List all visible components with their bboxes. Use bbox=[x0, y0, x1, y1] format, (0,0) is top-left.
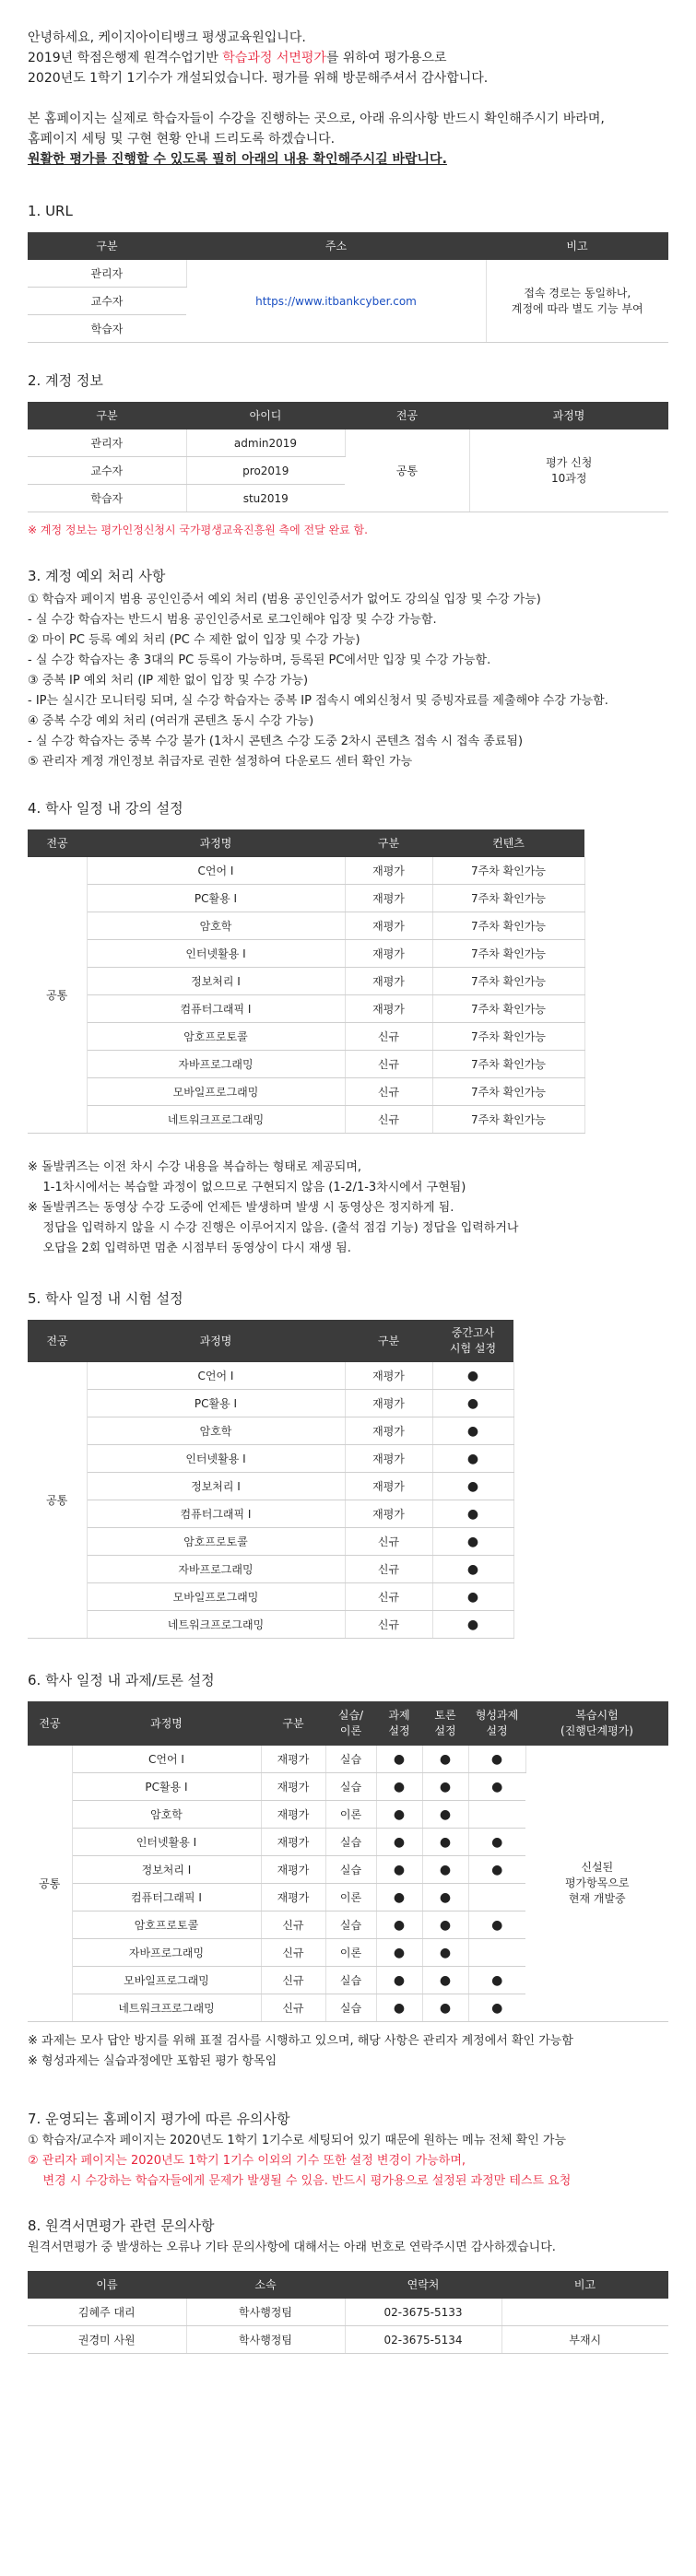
exam-type: 신규 bbox=[345, 1611, 432, 1639]
account-course: 평가 신청 10과정 bbox=[469, 429, 668, 512]
blank bbox=[584, 1023, 668, 1051]
assign-type: 신규 bbox=[261, 1967, 325, 1994]
account-id: pro2019 bbox=[186, 457, 345, 485]
assign-course: 자바프로그래밍 bbox=[72, 1939, 261, 1967]
lecture-type: 재평가 bbox=[345, 912, 432, 940]
contact-dept: 학사행정팀 bbox=[186, 2299, 345, 2326]
contact-col-dept: 소속 bbox=[186, 2271, 345, 2299]
contact-name: 김혜주 대리 bbox=[28, 2299, 186, 2326]
assign-course: 정보처리 I bbox=[72, 1856, 261, 1884]
assign-formative: ● bbox=[468, 1773, 525, 1801]
assign-task: ● bbox=[376, 1884, 422, 1911]
contact-note bbox=[501, 2299, 668, 2326]
assign-type: 신규 bbox=[261, 1911, 325, 1939]
url-table bbox=[28, 232, 668, 343]
intro-line4: 본 홈페이지는 실제로 학습자들이 수강을 진행하는 곳으로, 아래 유의사항 반드시 확인해주시기 바라며, bbox=[28, 112, 605, 126]
assign-practice: 이론 bbox=[325, 1939, 376, 1967]
intro-emphasis: 원활한 평가를 진행할 수 있도록 필히 아래의 내용 확인해주시길 바랍니다. bbox=[28, 152, 447, 167]
assign-task: ● bbox=[376, 1801, 422, 1829]
account-col-major: 전공 bbox=[345, 402, 469, 429]
assign-type: 재평가 bbox=[261, 1884, 325, 1911]
exception-line: ⑤ 관리자 계정 개인정보 취급자로 권한 설정하여 다운로드 센터 확인 가능 bbox=[28, 755, 413, 769]
blank bbox=[584, 1051, 668, 1078]
blank bbox=[513, 1362, 668, 1390]
lecture-course: C언어 I bbox=[87, 857, 345, 885]
assign-discussion: ● bbox=[422, 1994, 468, 2022]
contact-dept: 학사행정팀 bbox=[186, 2326, 345, 2354]
account-type: 교수자 bbox=[28, 457, 186, 485]
assign-task: ● bbox=[376, 1994, 422, 2022]
exception-line: ③ 중복 IP 예외 처리 (IP 제한 없이 입장 및 수강 가능) bbox=[28, 674, 309, 688]
assign-col-review: 복습시험 (진행단계평가) bbox=[525, 1701, 668, 1746]
lecture-type: 재평가 bbox=[345, 940, 432, 968]
assign-col-task: 과제 설정 bbox=[376, 1701, 422, 1746]
lecture-course: 암호학 bbox=[87, 912, 345, 940]
blank bbox=[513, 1556, 668, 1583]
lecture-course: 네트워크프로그래밍 bbox=[87, 1106, 345, 1134]
lecture-content: 7주차 확인가능 bbox=[432, 1078, 584, 1106]
assign-formative: ● bbox=[468, 1829, 525, 1856]
assign-formative bbox=[468, 1939, 525, 1967]
assign-course: 인터넷활용 I bbox=[72, 1829, 261, 1856]
section-title-url: 1. URL bbox=[28, 203, 73, 219]
assign-col-course: 과정명 bbox=[72, 1701, 261, 1746]
lecture-col-blank bbox=[584, 829, 668, 857]
assign-course: 암호학 bbox=[72, 1801, 261, 1829]
lecture-col-type: 구분 bbox=[345, 829, 432, 857]
exam-course: 네트워크프로그래밍 bbox=[87, 1611, 345, 1639]
account-id: admin2019 bbox=[186, 429, 345, 457]
exam-type: 신규 bbox=[345, 1556, 432, 1583]
exam-type: 재평가 bbox=[345, 1500, 432, 1528]
contact-col-phone: 연락처 bbox=[345, 2271, 501, 2299]
exam-type: 재평가 bbox=[345, 1417, 432, 1445]
lecture-type: 신규 bbox=[345, 1023, 432, 1051]
assign-col-practice: 실습/ 이론 bbox=[325, 1701, 376, 1746]
exception-line: ② 마이 PC 등록 예외 처리 (PC 수 제한 없이 입장 및 수강 가능) bbox=[28, 633, 360, 647]
assign-course: 암호프로토콜 bbox=[72, 1911, 261, 1939]
contact-note: 부재시 bbox=[501, 2326, 668, 2354]
assign-col-formative: 형성과제 설정 bbox=[468, 1701, 525, 1746]
blank bbox=[584, 995, 668, 1023]
blank bbox=[513, 1473, 668, 1500]
assign-task: ● bbox=[376, 1856, 422, 1884]
lecture-content: 7주차 확인가능 bbox=[432, 968, 584, 995]
exam-type: 재평가 bbox=[345, 1390, 432, 1417]
assign-type: 재평가 bbox=[261, 1801, 325, 1829]
exam-course: 모바일프로그래밍 bbox=[87, 1583, 345, 1611]
assign-discussion: ● bbox=[422, 1801, 468, 1829]
assign-practice: 실습 bbox=[325, 1829, 376, 1856]
exam-col-midterm: 중간고사 시험 설정 bbox=[432, 1320, 513, 1362]
account-table bbox=[28, 402, 668, 512]
assign-formative bbox=[468, 1801, 525, 1829]
assign-type: 재평가 bbox=[261, 1746, 325, 1773]
exam-table bbox=[28, 1320, 668, 1639]
blank bbox=[513, 1417, 668, 1445]
exam-mark: ● bbox=[432, 1500, 513, 1528]
intro-line3: 2020년도 1학기 1기수가 개설되었습니다. 평가를 위해 방문해주셔서 감사합니다. bbox=[28, 71, 489, 86]
url-col-type: 구분 bbox=[28, 232, 186, 260]
assign-major: 공통 bbox=[28, 1746, 72, 2022]
blank bbox=[584, 857, 668, 885]
assign-col-type: 구분 bbox=[261, 1701, 325, 1746]
exam-col-blank bbox=[513, 1320, 668, 1362]
blank bbox=[584, 1078, 668, 1106]
account-type: 관리자 bbox=[28, 429, 186, 457]
url-col-note: 비고 bbox=[486, 232, 668, 260]
lecture-content: 7주차 확인가능 bbox=[432, 857, 584, 885]
exam-mark: ● bbox=[432, 1417, 513, 1445]
blank bbox=[513, 1528, 668, 1556]
exam-type: 재평가 bbox=[345, 1445, 432, 1473]
lecture-table bbox=[28, 829, 668, 1134]
assign-discussion: ● bbox=[422, 1773, 468, 1801]
exam-major: 공통 bbox=[28, 1362, 87, 1639]
assign-course: 네트워크프로그래밍 bbox=[72, 1994, 261, 2022]
contact-phone: 02-3675-5134 bbox=[345, 2326, 501, 2354]
url-row-professor: 교수자 bbox=[28, 288, 186, 315]
contact-col-name: 이름 bbox=[28, 2271, 186, 2299]
blank bbox=[513, 1583, 668, 1611]
lecture-course: 인터넷활용 I bbox=[87, 940, 345, 968]
account-major: 공통 bbox=[345, 429, 469, 512]
lecture-content: 7주차 확인가능 bbox=[432, 995, 584, 1023]
lecture-content: 7주차 확인가능 bbox=[432, 912, 584, 940]
exam-mark: ● bbox=[432, 1556, 513, 1583]
account-type: 학습자 bbox=[28, 485, 186, 512]
contact-table bbox=[28, 2271, 668, 2354]
caution-line-warning: 변경 시 수강하는 학습자들에게 문제가 발생될 수 있음. 반드시 평가용으로 설정된 과정만 테스트 요청 bbox=[28, 2174, 572, 2188]
blank bbox=[513, 1500, 668, 1528]
assign-practice: 실습 bbox=[325, 1856, 376, 1884]
exam-type: 재평가 bbox=[345, 1362, 432, 1390]
url-row-student: 학습자 bbox=[28, 315, 186, 343]
lecture-content: 7주차 확인가능 bbox=[432, 940, 584, 968]
assign-type: 신규 bbox=[261, 1994, 325, 2022]
assign-type: 재평가 bbox=[261, 1773, 325, 1801]
exam-course: PC활용 I bbox=[87, 1390, 345, 1417]
assign-review: 신설된 평가항목으로 현재 개발중 bbox=[525, 1746, 668, 2022]
url-row-admin: 관리자 bbox=[28, 260, 186, 288]
caution-line: ① 학습자/교수자 페이지는 2020년도 1학기 1기수로 세팅되어 있기 때문에 원하는 메뉴 전체 확인 가능 bbox=[28, 2134, 567, 2147]
assign-type: 재평가 bbox=[261, 1856, 325, 1884]
exam-mark: ● bbox=[432, 1528, 513, 1556]
intro bbox=[28, 0, 668, 170]
assignment-note-line: ※ 과제는 모사 답안 방지를 위해 표절 검사를 시행하고 있으며, 해당 사항은 관리자 계정에서 확인 가능함 bbox=[28, 2034, 573, 2048]
lecture-type: 신규 bbox=[345, 1051, 432, 1078]
lecture-course: 자바프로그래밍 bbox=[87, 1051, 345, 1078]
blank bbox=[513, 1390, 668, 1417]
assign-task: ● bbox=[376, 1829, 422, 1856]
lecture-content: 7주차 확인가능 bbox=[432, 1106, 584, 1134]
lecture-content: 7주차 확인가능 bbox=[432, 885, 584, 912]
contact-name: 권경미 사원 bbox=[28, 2326, 186, 2354]
assign-practice: 실습 bbox=[325, 1746, 376, 1773]
exam-mark: ● bbox=[432, 1390, 513, 1417]
blank bbox=[584, 968, 668, 995]
exam-mark: ● bbox=[432, 1362, 513, 1390]
assignment-note-line: ※ 형성과제는 실습과정에만 포함된 평가 항목임 bbox=[28, 2054, 277, 2068]
assign-course: PC활용 I bbox=[72, 1773, 261, 1801]
assign-practice: 실습 bbox=[325, 1994, 376, 2022]
blank bbox=[513, 1611, 668, 1639]
exam-col-course: 과정명 bbox=[87, 1320, 345, 1362]
exception-line: ① 학습자 페이지 범용 공인인증서 예외 처리 (범용 공인인증서가 없어도 강의실 입장 및 수강 가능) bbox=[28, 593, 541, 606]
exam-type: 신규 bbox=[345, 1528, 432, 1556]
account-col-id: 아이디 bbox=[186, 402, 345, 429]
lecture-course: 모바일프로그래밍 bbox=[87, 1078, 345, 1106]
exam-course: C언어 I bbox=[87, 1362, 345, 1390]
account-col-type: 구분 bbox=[28, 402, 186, 429]
assign-col-discussion: 토론 설정 bbox=[422, 1701, 468, 1746]
lecture-col-course: 과정명 bbox=[87, 829, 345, 857]
blank bbox=[584, 885, 668, 912]
assign-course: 컴퓨터그래픽 I bbox=[72, 1884, 261, 1911]
blank bbox=[513, 1445, 668, 1473]
assign-formative: ● bbox=[468, 1856, 525, 1884]
blank bbox=[584, 1106, 668, 1134]
assignment-notes bbox=[28, 2031, 668, 2072]
exception-line: - 실 수강 학습자는 총 3대의 PC 등록이 가능하며, 등록된 PC에서만 입장 및 수강 가능함. bbox=[28, 653, 491, 667]
assign-task: ● bbox=[376, 1911, 422, 1939]
exam-type: 신규 bbox=[345, 1583, 432, 1611]
intro-line2: 2019년 학점은행제 원격수업기반 학습과정 서면평가를 위하여 평가용으로 bbox=[28, 51, 447, 65]
blank bbox=[584, 912, 668, 940]
assign-formative bbox=[468, 1884, 525, 1911]
lecture-course: 암호프로토콜 bbox=[87, 1023, 345, 1051]
lecture-major: 공통 bbox=[28, 857, 87, 1134]
lecture-note-line: 오답을 2회 입력하면 멈춘 시점부터 동영상이 다시 재생 됨. bbox=[28, 1241, 351, 1255]
intro-highlight: 학습과정 서면평가 bbox=[222, 51, 326, 65]
exam-col-type: 구분 bbox=[345, 1320, 432, 1362]
assign-discussion: ● bbox=[422, 1911, 468, 1939]
lecture-col-content: 컨텐츠 bbox=[432, 829, 584, 857]
assign-course: 모바일프로그래밍 bbox=[72, 1967, 261, 1994]
lecture-note-line: ※ 돌발퀴즈는 이전 차시 수강 내용을 복습하는 형태로 제공되며, bbox=[28, 1160, 362, 1174]
intro-line5: 홈페이지 세팅 및 구현 현황 안내 드리도록 하겠습니다. bbox=[28, 132, 336, 147]
exam-course: 암호프로토콜 bbox=[87, 1528, 345, 1556]
assign-course: C언어 I bbox=[72, 1746, 261, 1773]
exam-course: 암호학 bbox=[87, 1417, 345, 1445]
exam-type: 재평가 bbox=[345, 1473, 432, 1500]
exception-line: - IP는 실시간 모니터링 되며, 실 수강 학습자는 중복 IP 접속시 예외신청서 및 증빙자료를 제출해야 수강 가능함. bbox=[28, 694, 608, 708]
lecture-type: 재평가 bbox=[345, 995, 432, 1023]
assign-formative: ● bbox=[468, 1967, 525, 1994]
lecture-type: 재평가 bbox=[345, 968, 432, 995]
section-title-contact: 8. 원격서면평가 관련 문의사항 bbox=[28, 2217, 215, 2234]
assign-task: ● bbox=[376, 1773, 422, 1801]
contact-col-note: 비고 bbox=[501, 2271, 668, 2299]
assign-type: 신규 bbox=[261, 1939, 325, 1967]
assign-formative: ● bbox=[468, 1911, 525, 1939]
contact-desc: 원격서면평가 중 발생하는 오류나 기타 문의사항에 대해서는 아래 번호로 연락주시면 감사하겠습니다. bbox=[28, 2241, 556, 2254]
assign-formative: ● bbox=[468, 1746, 525, 1773]
assign-task: ● bbox=[376, 1939, 422, 1967]
exam-course: 자바프로그래밍 bbox=[87, 1556, 345, 1583]
lecture-course: PC활용 I bbox=[87, 885, 345, 912]
assignment-table bbox=[28, 1701, 668, 2022]
url-link[interactable]: https://www.itbankcyber.com bbox=[186, 260, 486, 343]
assign-practice: 실습 bbox=[325, 1967, 376, 1994]
exam-col-major: 전공 bbox=[28, 1320, 87, 1362]
account-note: ※ 계정 정보는 평가인정신청시 국가평생교육진흥원 측에 전달 완료 함. bbox=[28, 523, 368, 536]
lecture-course: 정보처리 I bbox=[87, 968, 345, 995]
exception-line: ④ 중복 수강 예외 처리 (여러개 콘텐츠 동시 수강 가능) bbox=[28, 714, 314, 728]
assign-formative: ● bbox=[468, 1994, 525, 2022]
caution-list bbox=[28, 2131, 668, 2192]
exam-mark: ● bbox=[432, 1445, 513, 1473]
lecture-type: 신규 bbox=[345, 1106, 432, 1134]
lecture-type: 신규 bbox=[345, 1078, 432, 1106]
section-title-caution: 7. 운영되는 홈페이지 평가에 따른 유의사항 bbox=[28, 2111, 290, 2127]
contact-phone: 02-3675-5133 bbox=[345, 2299, 501, 2326]
exam-course: 인터넷활용 I bbox=[87, 1445, 345, 1473]
exam-mark: ● bbox=[432, 1611, 513, 1639]
exam-course: 컴퓨터그래픽 I bbox=[87, 1500, 345, 1528]
lecture-note-line: ※ 돌발퀴즈는 동영상 수강 도중에 언제든 발생하며 발생 시 동영상은 정지하게 됨. bbox=[28, 1201, 454, 1215]
exam-mark: ● bbox=[432, 1583, 513, 1611]
blank bbox=[584, 940, 668, 968]
lecture-notes bbox=[28, 1158, 668, 1259]
assign-discussion: ● bbox=[422, 1856, 468, 1884]
assign-discussion: ● bbox=[422, 1884, 468, 1911]
lecture-course: 컴퓨터그래픽 I bbox=[87, 995, 345, 1023]
lecture-type: 재평가 bbox=[345, 857, 432, 885]
exceptions-list bbox=[28, 590, 668, 772]
account-col-course: 과정명 bbox=[469, 402, 668, 429]
section-title-account: 2. 계정 정보 bbox=[28, 372, 103, 389]
lecture-note-line: 1-1차시에서는 복습할 과정이 없으므로 구현되지 않음 (1-2/1-3차시에서 구현됨) bbox=[28, 1181, 466, 1194]
section-title-exceptions: 3. 계정 예외 처리 사항 bbox=[28, 568, 166, 584]
exception-line: - 실 수강 학습자는 중복 수강 불가 (1차시 콘텐츠 수강 도중 2차시 콘텐츠 접속 시 접속 종료됨) bbox=[28, 735, 524, 748]
lecture-note-line: 정답을 입력하지 않을 시 수강 진행은 이루어지지 않음. (출석 점검 기능) 정답을 입력하거나 bbox=[28, 1221, 519, 1235]
assign-practice: 실습 bbox=[325, 1773, 376, 1801]
url-note: 접속 경로는 동일하나, 계정에 따라 별도 기능 부여 bbox=[486, 260, 668, 343]
lecture-col-major: 전공 bbox=[28, 829, 87, 857]
assign-discussion: ● bbox=[422, 1829, 468, 1856]
assign-discussion: ● bbox=[422, 1967, 468, 1994]
assign-practice: 이론 bbox=[325, 1801, 376, 1829]
exception-line: - 실 수강 학습자는 반드시 범용 공인인증서로 로그인해야 입장 및 수강 가능함. bbox=[28, 613, 437, 627]
assign-practice: 실습 bbox=[325, 1911, 376, 1939]
assign-col-major: 전공 bbox=[28, 1701, 72, 1746]
assign-discussion: ● bbox=[422, 1746, 468, 1773]
lecture-type: 재평가 bbox=[345, 885, 432, 912]
caution-line-warning: ② 관리자 페이지는 2020년도 1학기 1기수 이외의 기수 또한 설정 변경이 가능하며, bbox=[28, 2154, 466, 2168]
intro-line1: 안녕하세요, 케이지아이티뱅크 평생교육원입니다. bbox=[28, 30, 306, 45]
account-id: stu2019 bbox=[186, 485, 345, 512]
section-title-lecture: 4. 학사 일정 내 강의 설정 bbox=[28, 800, 183, 817]
url-col-address: 주소 bbox=[186, 232, 486, 260]
section-title-exam: 5. 학사 일정 내 시험 설정 bbox=[28, 1290, 183, 1307]
exam-course: 정보처리 I bbox=[87, 1473, 345, 1500]
section-title-assignment: 6. 학사 일정 내 과제/토론 설정 bbox=[28, 1672, 215, 1688]
assign-type: 재평가 bbox=[261, 1829, 325, 1856]
lecture-content: 7주차 확인가능 bbox=[432, 1051, 584, 1078]
assign-discussion: ● bbox=[422, 1939, 468, 1967]
exam-mark: ● bbox=[432, 1473, 513, 1500]
assign-task: ● bbox=[376, 1746, 422, 1773]
lecture-content: 7주차 확인가능 bbox=[432, 1023, 584, 1051]
assign-task: ● bbox=[376, 1967, 422, 1994]
assign-practice: 이론 bbox=[325, 1884, 376, 1911]
